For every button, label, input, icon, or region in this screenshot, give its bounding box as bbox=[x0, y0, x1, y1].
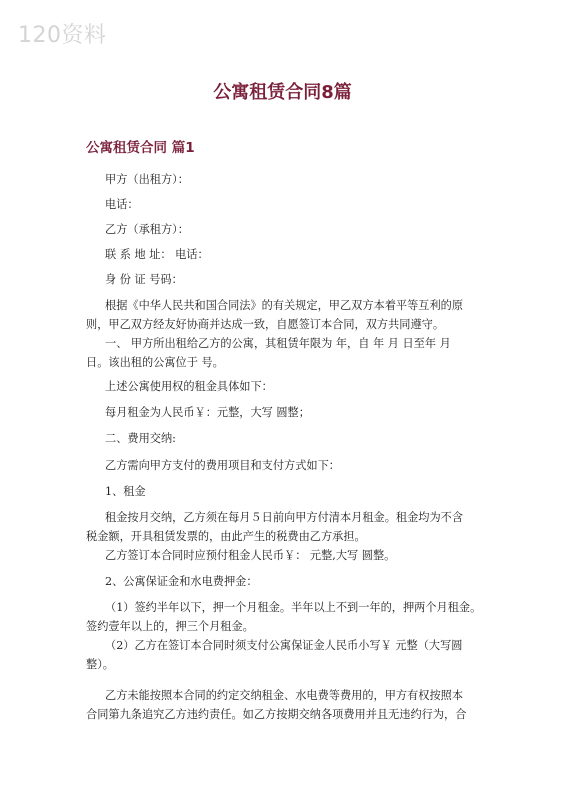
fees-heading: 二、费用交纳: bbox=[105, 432, 176, 445]
paragraph-breach bbox=[86, 686, 481, 724]
monthly-rent-line: 每月租金为人民币￥：元整，大写 圆整； bbox=[105, 406, 310, 419]
paragraph-deposit-terms bbox=[86, 598, 481, 636]
paragraph-legal-basis bbox=[86, 296, 481, 334]
party-a-line: 甲方（出租方）： bbox=[105, 173, 189, 186]
paragraph-line: （2）乙方在签订本合同时须支付公寓保证金人民币小写￥ 元整（大写圆 bbox=[105, 639, 463, 652]
prepay-rent-line: 乙方签订本合同时应预付租金人民币￥： 元整,大写 圆整。 bbox=[105, 549, 396, 562]
paragraph-line: 根据《中华人民共和国合同法》的有关规定，甲乙双方本着平等互利的原 bbox=[105, 299, 464, 312]
paragraph-line: 整）。 bbox=[86, 658, 114, 671]
watermark: 120资料 bbox=[18, 23, 107, 48]
paragraph-deposit-amount bbox=[86, 636, 481, 674]
fees-intro-line: 乙方需向甲方支付的费用项目和支付方式如下： bbox=[105, 459, 340, 472]
paragraph-line: 合同第九条追究乙方违约责任。如乙方按期交纳各项费用并且无违约行为，合 bbox=[86, 708, 467, 721]
paragraph-line: 税金额，开具租赁发票的，由此产生的税费由乙方承担。 bbox=[86, 530, 366, 543]
paragraph-line: （1）签约半年以下，押一个月租金。半年以上不到一年的，押两个月租金。 bbox=[105, 601, 482, 614]
paragraph-line: 签约壹年以上的，押三个月租金。 bbox=[86, 620, 254, 633]
rent-subheading: 1、租金 bbox=[105, 485, 146, 498]
phone-line: 电话： bbox=[105, 198, 139, 211]
id-number-line: 身 份 证 号码： bbox=[105, 273, 183, 286]
rent-intro-line: 上述公寓使用权的租金具体如下： bbox=[105, 380, 273, 393]
paragraph-lease-term bbox=[86, 334, 481, 372]
paragraph-line: 则，甲乙双方经友好协商并达成一致，自愿签订本合同，双方共同遵守。 bbox=[86, 318, 445, 331]
paragraph-rent-payment bbox=[86, 508, 481, 546]
section-heading: 公寓租赁合同 篇1 bbox=[86, 140, 195, 156]
party-b-line: 乙方（承租方）： bbox=[105, 223, 189, 236]
contact-address-line: 联 系 地 址： 电话： bbox=[105, 248, 209, 261]
deposit-subheading: 2、公寓保证金和水电费押金： bbox=[105, 575, 258, 588]
document-title: 公寓租赁合同8篇 bbox=[213, 82, 352, 103]
paragraph-line: 一、 甲方所出租给乙方的公寓，其租赁年限为 年，自 年 月 日至年 月 bbox=[105, 337, 451, 350]
paragraph-line: 日。该出租的公寓位于 号。 bbox=[86, 356, 224, 369]
paragraph-line: 租金按月交纳，乙方须在每月５日前向甲方付清本月租金。租金均为不含 bbox=[105, 511, 464, 524]
paragraph-line: 乙方未能按照本合同的约定交纳租金、水电费等费用的，甲方有权按照本 bbox=[105, 689, 464, 702]
